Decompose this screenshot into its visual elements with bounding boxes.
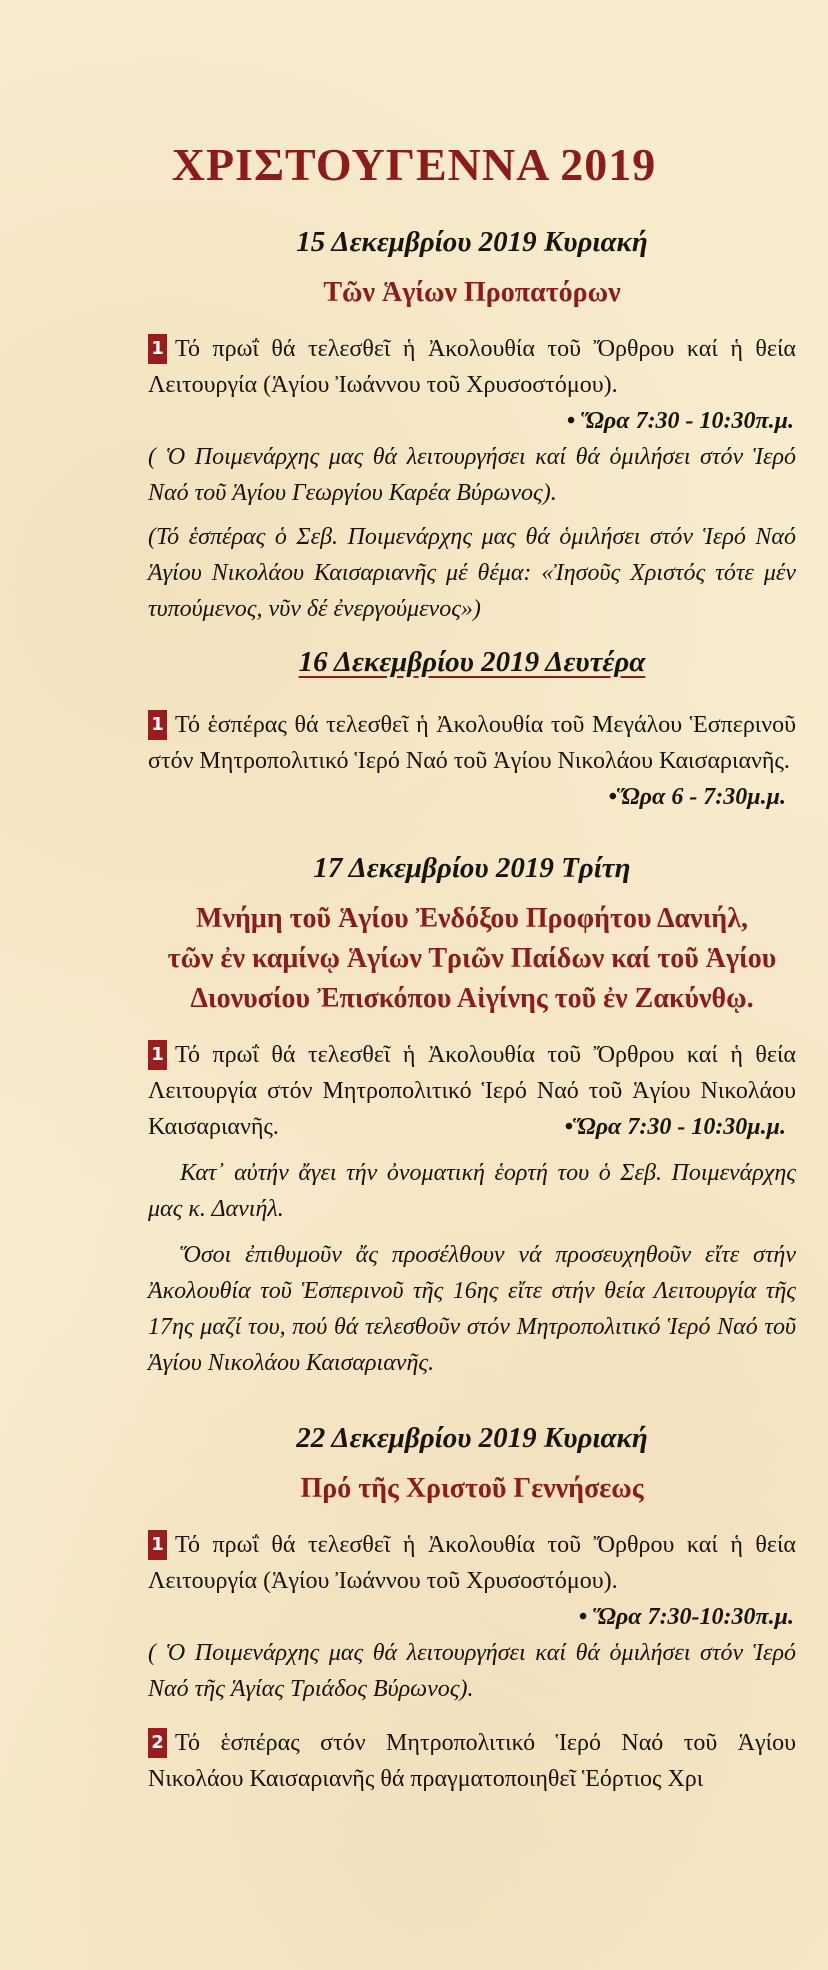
note-text: Ὅσοι ἐπιθυμοῦν ἄς προσέλθουν νά προσευχηθοῦν εἴτε στήν Ἀκολουθία τοῦ Ἑσπερινοῦ τῆς 16ης εἴτε στήν θεία Λειτουργία τῆς 17ης μαζί του, πού θά τελεσθοῦν στόν Μητροπολιτικό Ἱερό Ναό τοῦ Ἁγίου Νικολάου Καισαριανῆς. — [148, 1242, 796, 1376]
note-text: ( Ὁ Ποιμενάρχης μας θά λειτουργήσει καί θά ὁμιλήσει στόν Ἱερό Ναό τοῦ Ἁγίου Γεωργίου Καρέα Βύρωνος). — [148, 444, 796, 506]
item-number-badge: 1 — [148, 334, 167, 364]
note-text: Κατ᾿ αὐτήν ἄγει τήν ὀνοματική ἑορτή του ὁ Σεβ. Ποιμενάρχης μας κ. Δανιήλ. — [148, 1160, 796, 1222]
section-dec-16 — [148, 646, 796, 815]
item-number-badge: 2 — [148, 1728, 167, 1758]
service-time: •Ὥρα 6 - 7:30μ.μ. — [608, 784, 786, 810]
bullet-icon: • — [608, 784, 618, 810]
service-time: • Ὥρα 7:30 - 10:30π.μ. — [566, 408, 794, 434]
item-number-badge: 1 — [148, 710, 167, 740]
feast-line: Διονυσίου Ἐπισκόπου Αἰγίνης τοῦ ἐν Ζακύνθῳ. — [190, 983, 754, 1014]
page-title: ΧΡΙΣΤΟΥΓΕΝΝΑ 2019 — [171, 139, 657, 190]
section-dec-17 — [148, 852, 796, 1381]
item-number-badge: 1 — [148, 1530, 167, 1560]
bullet-icon: • — [566, 408, 582, 434]
section-date: 16 Δεκεμβρίου 2019 Δευτέρα — [298, 646, 646, 678]
bullet-icon: • — [578, 1604, 594, 1630]
section-date: 17 Δεκεμβρίου 2019 Τρίτη — [313, 852, 631, 884]
note-text: (Τό ἑσπέρας ὁ Σεβ. Ποιμενάρχης μας θά ὁμιλήσει στόν Ἱερό Ναό Ἁγίου Νικολάου Καισαριανῆς μέ θέμα: «Ἰησοῦς Χριστός τότε μέν τυπούμενος, νῦν δέ ἐνεργούμενος») — [148, 524, 796, 622]
service-time: • Ὥρα 7:30-10:30π.μ. — [578, 1604, 794, 1630]
service-item — [148, 707, 796, 810]
service-item — [148, 1037, 796, 1145]
section-dec-22 — [148, 1422, 796, 1797]
section-dec-15 — [148, 226, 796, 627]
item-text: Τό πρωΐ θά τελεσθεῖ ἡ Ἀκολουθία τοῦ Ὄρθρου καί ἡ θεία Λειτουργία στόν Μητροπολιτικό Ἱερό Ναό τοῦ Ἁγίου Νικολάου Καισαριανῆς. — [148, 1042, 796, 1140]
service-item — [148, 1725, 796, 1797]
service-item — [148, 331, 796, 403]
feast-title: Τῶν Ἁγίων Προπατόρων — [323, 277, 621, 308]
item-text: Τό ἑσπέρας στόν Μητροπολιτικό Ἱερό Ναό τοῦ Ἁγίου Νικολάου Καισαριανῆς θά πραγματοποιηθεῖ Ἑόρτιος Χρι — [148, 1730, 796, 1792]
note-text: ( Ὁ Ποιμενάρχης μας θά λειτουργήσει καί θά ὁμιλήσει στόν Ἱερό Ναό τῆς Ἁγίας Τριάδος Βύρωνος). — [148, 1640, 796, 1702]
service-item — [148, 1527, 796, 1599]
bullet-icon: • — [564, 1114, 574, 1140]
item-text: Τό πρωΐ θά τελεσθεῖ ἡ Ἀκολουθία τοῦ Ὄρθρου καί ἡ θεία Λειτουργία (Ἁγίου Ἰωάννου τοῦ Χρυσοστόμου). — [148, 1532, 796, 1594]
section-date: 22 Δεκεμβρίου 2019 Κυριακή — [296, 1422, 648, 1454]
item-text: Τό πρωΐ θά τελεσθεῖ ἡ Ἀκολουθία τοῦ Ὄρθρου καί ἡ θεία Λειτουργία (Ἁγίου Ἰωάννου τοῦ Χρυσοστόμου). — [148, 336, 796, 398]
feast-line: Μνήμη τοῦ Ἁγίου Ἐνδόξου Προφήτου Δανιήλ, — [196, 903, 748, 934]
feast-title — [148, 899, 796, 1019]
item-number-badge: 1 — [148, 1040, 167, 1070]
section-date: 15 Δεκεμβρίου 2019 Κυριακή — [296, 226, 648, 258]
feast-line: τῶν ἐν καμίνῳ Ἁγίων Τριῶν Παίδων καί τοῦ Ἁγίου — [167, 943, 777, 974]
feast-title: Πρό τῆς Χριστοῦ Γεννήσεως — [300, 1473, 644, 1504]
item-text: Τό ἑσπέρας θά τελεσθεῖ ἡ Ἀκολουθία τοῦ Μεγάλου Ἑσπερινοῦ στόν Μητροπολιτικό Ἱερό Ναό τοῦ Ἁγίου Νικολάου Καισαριανῆς. — [148, 712, 796, 774]
service-time: •Ὥρα 7:30 - 10:30μ.μ. — [564, 1114, 786, 1140]
